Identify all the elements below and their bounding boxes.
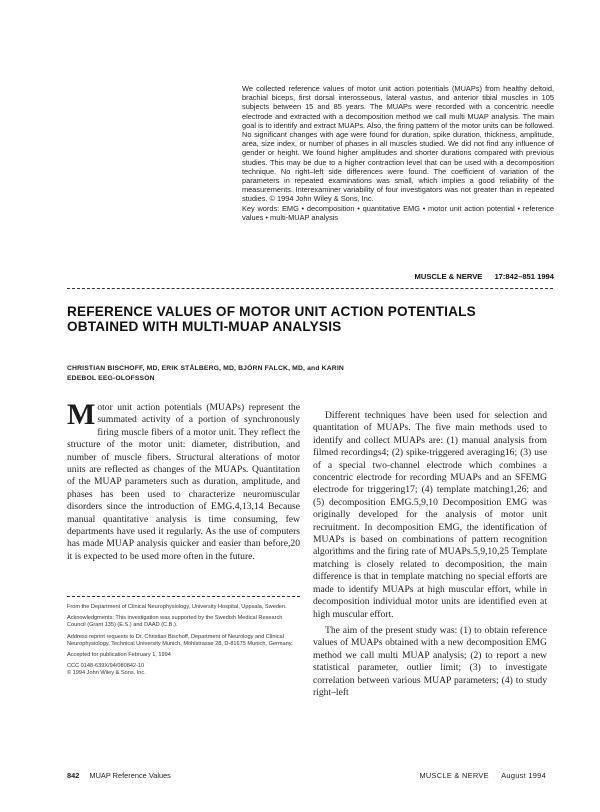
journal-citation: 17:842–851 1994 (494, 272, 554, 281)
intro-paragraph (67, 398, 300, 563)
article-title: REFERENCE VALUES OF MOTOR UNIT ACTION POTENTIALS OBTAINED WITH MULTI-MUAP ANALYSIS (67, 304, 476, 335)
footnote-copyright: © 1994 John Wiley & Sons, Inc. (67, 670, 146, 677)
footnote-divider (67, 596, 300, 597)
footnote-affiliation: From the Department of Clinical Neurophysiology, University Hospital, Uppsala, Sweden. (67, 604, 287, 610)
footnotes-block (67, 604, 300, 682)
journal-name: MUSCLE & NERVE (414, 272, 483, 281)
title-divider (67, 288, 553, 289)
footnote-correspondence: Address reprint requests to Dr. Christian Bischoff, Department of Neurology and Clinical Neurophysiology, Technical University Munich, Möhlstrasse 28, D-81675 Munich, Germany. (67, 633, 293, 647)
footer-date: August 1994 (501, 771, 546, 780)
methods-paragraph: Different techniques have been used for selection and quantitation of MUAPs. The five main methods used to identify and collect MUAPs are: (1) manual analysis from filmed recordings4; (2) spike-triggered averaging16; (3) use of a special two-channel electrode which combines a concentric electrode for recording MUAPs and an SFEMG electrode for triggering17; (4) template matching1,26; and (5) decomposition EMG.5,9,10 Decomposition EMG was originally developed for the analysis of motor unit recruitment. In decomposition EMG, the identification of MUAPs is based on combinations of pattern recognition algorithms and the firing rate of MUAPs.5,9,10,25 Template matching is closely related to decomposition, the main difference is that in template matching no special efforts are made to identify MUAPs at high muscular effort, while in decomposition individual motor units are identified even at high muscular effort. (313, 410, 547, 620)
footnote-acknowledgments: Acknowledgments: This investigation was supported by the Swedish Medical Research Council (Grant 135) (E.S.) and DAAD (C.B.). (67, 615, 283, 629)
keywords: Key words: EMG • decomposition • quantitative EMG • motor unit action potential • reference values • multi-MUAP analysis (242, 203, 554, 222)
page-footer-right (419, 771, 546, 780)
footer-journal: MUSCLE & NERVE (419, 771, 489, 780)
footnote-ccc: CCC 0148-639X/94/080842-10 (67, 663, 145, 670)
aims-paragraph: The aim of the present study was: (1) to obtain reference values of MUAPs obtained with a new decomposition EMG method we call multi MUAP analysis; (2) to report a new statistical parameter, outlier limit; (3) to investigate correlation between various MUAP parameters; (4) to study right–left (313, 624, 547, 698)
abstract-text: We collected reference values of motor unit action potentials (MUAPs) from healthy deltoid, brachial biceps, first dorsal interosseous, lateral vastus, and anterior tibial muscles in 105 subjects between 15 and 85 years. The MUAPs were recorded with a concentric needle electrode and extracted with a decomposition method we call multi MUAP analysis. The main goal is to identify and extract MUAPs. Also, the firing pattern of the motor units can be followed. No significant changes with age were found for duration, spike duration, thickness, amplitude, area, size index, or number of phases in all muscles studied. We did not find any influence of gender or height. We found higher amplitudes and shorter durations compared with previous studies. This may be due to a higher contraction level that can be used with a decomposition technique. No right–left side differences were found. The coefficient of variation of the parameters in repeated examinations was small, which implies a good reliability of the measurements. Interexaminer variability of four investigators was not greater than in repeated studies. © 1994 John Wiley & Sons, Inc. (242, 84, 554, 204)
body-column-left (67, 398, 300, 563)
drop-cap: M (67, 398, 96, 431)
article-authors: CHRISTIAN BISCHOFF, MD, ERIK STÅLBERG, MD, BJÖRN FALCK, MD, and KARIN EDEBOL EEG-OLOFSSON (67, 365, 344, 382)
page-footer-left (67, 771, 171, 780)
intro-paragraph-text: otor unit action potentials (MUAPs) represent the summated activity of a portion of synchronously firing muscle fibers of a motor unit. They reflect the structure of the motor unit: diameter, distribution, and number of muscle fibers. Structural alterations of motor units are reflected as changes of the MUAPs. Quantitation of the MUAP parameters such as duration, amplitude, and phases has been used to characterize neuromuscular disorders since the introduction of EMG.4,13,14 Because manual quantitative analysis is time consuming, few departments have used it regularly. As the use of computers has made MUAP analysis quicker and easier than before,20 it is expected to be used more often in the future. (67, 402, 300, 562)
body-column-right (313, 410, 547, 699)
footnote-accepted: Accepted for publication February 1, 1994 (67, 652, 171, 659)
running-title: MUAP Reference Values (89, 771, 171, 780)
abstract-block (242, 84, 554, 222)
page-number: 842 (67, 771, 80, 780)
journal-citation-line (242, 272, 554, 281)
